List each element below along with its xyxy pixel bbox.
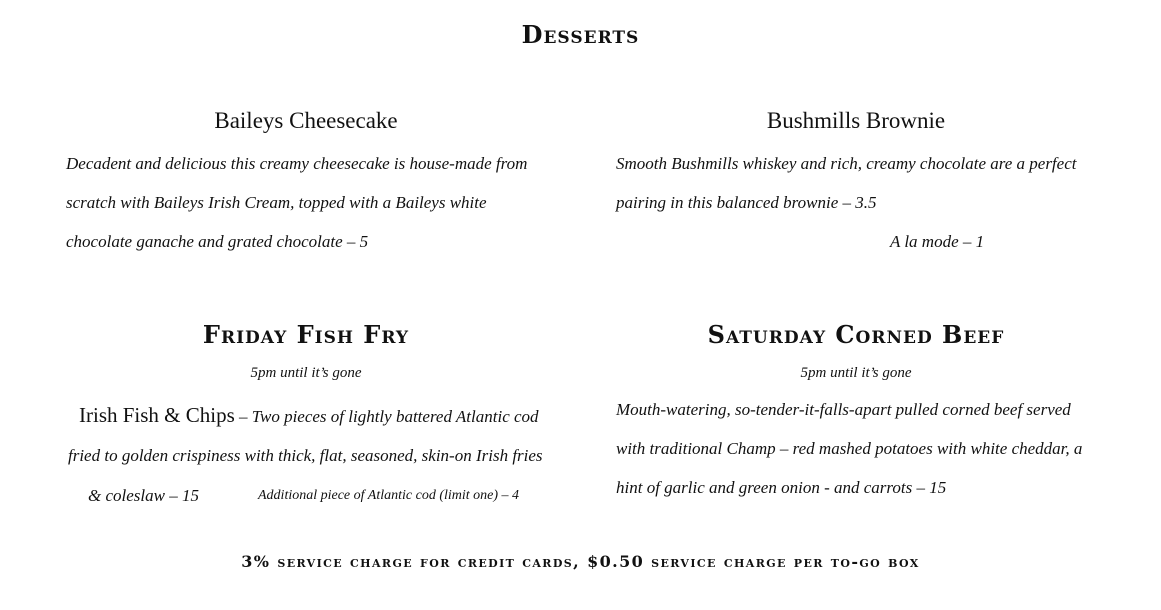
fish-fry-description-line: fried to golden crispiness with thick, flat, seasoned, skin-on Irish fries: [68, 446, 543, 465]
fish-fry-addon: Additional piece of Atlantic cod (limit one) – 4: [258, 488, 520, 503]
fish-fry-item-name: Irish Fish & Chips: [79, 403, 235, 427]
dessert-description-line: Decadent and delicious this creamy cheesecake is house-made from: [66, 154, 528, 173]
dessert-addon-a-la-mode: A la mode – 1: [890, 232, 985, 251]
section-title-saturday-corned-beef: Saturday Corned Beef: [707, 320, 1005, 349]
corned-beef-description-line: hint of garlic and green onion - and carrots – 15: [616, 478, 947, 497]
availability-note: 5pm until it’s gone: [250, 365, 362, 381]
dessert-description-line: pairing in this balanced brownie – 3.5: [616, 193, 877, 212]
dessert-description-line: scratch with Baileys Irish Cream, topped with a Baileys white: [66, 193, 487, 212]
dessert-title-bushmills-brownie: Bushmills Brownie: [766, 108, 946, 133]
dessert-description-line: Smooth Bushmills whiskey and rich, creamy chocolate are a perfect: [616, 154, 1077, 173]
page-title: Desserts: [521, 20, 640, 49]
corned-beef-description-line: Mouth-watering, so-tender-it-falls-apart pulled corned beef served: [616, 400, 1071, 419]
corned-beef-description-line: with traditional Champ – red mashed potatoes with white cheddar, a: [616, 439, 1083, 458]
fish-fry-description-text: – Two pieces of lightly battered Atlantic cod: [234, 407, 539, 426]
service-charge-note: 3% service charge for credit cards, $0.50 service charge per to-go box: [241, 552, 920, 571]
availability-note: 5pm until it’s gone: [800, 365, 912, 381]
fish-fry-description-line: & coleslaw – 15: [88, 486, 199, 505]
dessert-description-line: chocolate ganache and grated chocolate – 5: [66, 232, 369, 251]
section-title-friday-fish-fry: Friday Fish Fry: [202, 320, 410, 349]
fish-fry-description-line: [79, 403, 539, 428]
dessert-title-baileys-cheesecake: Baileys Cheesecake: [214, 108, 398, 133]
